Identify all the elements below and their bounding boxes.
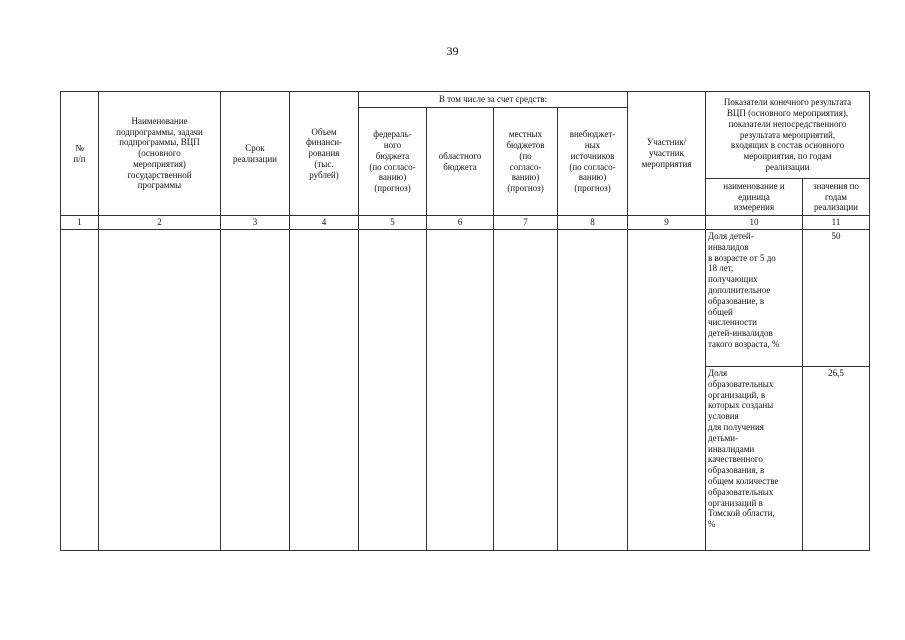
header-col-number: № п/п <box>61 92 99 216</box>
header-col-period: Срок реализации <box>221 92 290 216</box>
column-number: 7 <box>494 216 558 230</box>
empty-cell <box>494 230 558 551</box>
column-number: 9 <box>628 216 706 230</box>
header-group-indicators: Показатели конечного результата ВЦП (основного мероприятия), показатели непосредственного результата мероприятий, входящих в состав основного мероприятия, по годам реализации <box>706 92 870 179</box>
column-number: 11 <box>803 216 870 230</box>
indicator-name: Доля детей- инвалидов в возрасте от 5 до 18 лет, получающих дополнительное образование, в общей численности детей-инвалидов такого возраста, % <box>706 230 803 367</box>
program-table <box>60 91 870 551</box>
header-col-extrabudgetary: внебюджет- ных источников (по согласо- ванию) (прогноз) <box>558 108 628 216</box>
header-col-federal: федераль- ного бюджета (по согласо- ванию) (прогноз) <box>359 108 427 216</box>
empty-cell <box>628 230 706 551</box>
empty-cell <box>427 230 494 551</box>
empty-cell <box>99 230 221 551</box>
column-number: 3 <box>221 216 290 230</box>
column-number: 2 <box>99 216 221 230</box>
column-number: 4 <box>290 216 359 230</box>
empty-cell <box>221 230 290 551</box>
column-number: 8 <box>558 216 628 230</box>
column-number-row <box>61 216 870 230</box>
column-number: 6 <box>427 216 494 230</box>
indicator-value: 26,5 <box>803 367 870 551</box>
indicator-name: Доля образовательных организаций, в которых созданы условия для получения детьми- инвалидами качественного образования, в общем количестве образовательных организаций в Томской области, % <box>706 367 803 551</box>
header-col-indicator-name: наименование и единица измерения <box>706 179 803 216</box>
empty-cell <box>61 230 99 551</box>
page-number: 39 <box>446 44 459 58</box>
header-col-local: местных бюджетов (по согласо- ванию) (прогноз) <box>494 108 558 216</box>
indicator-value: 50 <box>803 230 870 367</box>
column-number: 10 <box>706 216 803 230</box>
header-col-funding: Объем финанси- рования (тыс. рублей) <box>290 92 359 216</box>
header-col-name: Наименование подпрограммы, задачи подпрограммы, ВЦП (основного мероприятия) государственной программы <box>99 92 221 216</box>
header-col-indicator-values: значения по годам реализации <box>803 179 870 216</box>
header-group-sources: В том числе за счет средств: <box>359 92 628 108</box>
column-number: 5 <box>359 216 427 230</box>
empty-cell <box>290 230 359 551</box>
header-row-1 <box>61 92 870 108</box>
empty-cell <box>558 230 628 551</box>
header-col-participant: Участник/ участник мероприятия <box>628 92 706 216</box>
table-row <box>61 230 870 367</box>
empty-cell <box>359 230 427 551</box>
header-col-regional: областного бюджета <box>427 108 494 216</box>
column-number: 1 <box>61 216 99 230</box>
